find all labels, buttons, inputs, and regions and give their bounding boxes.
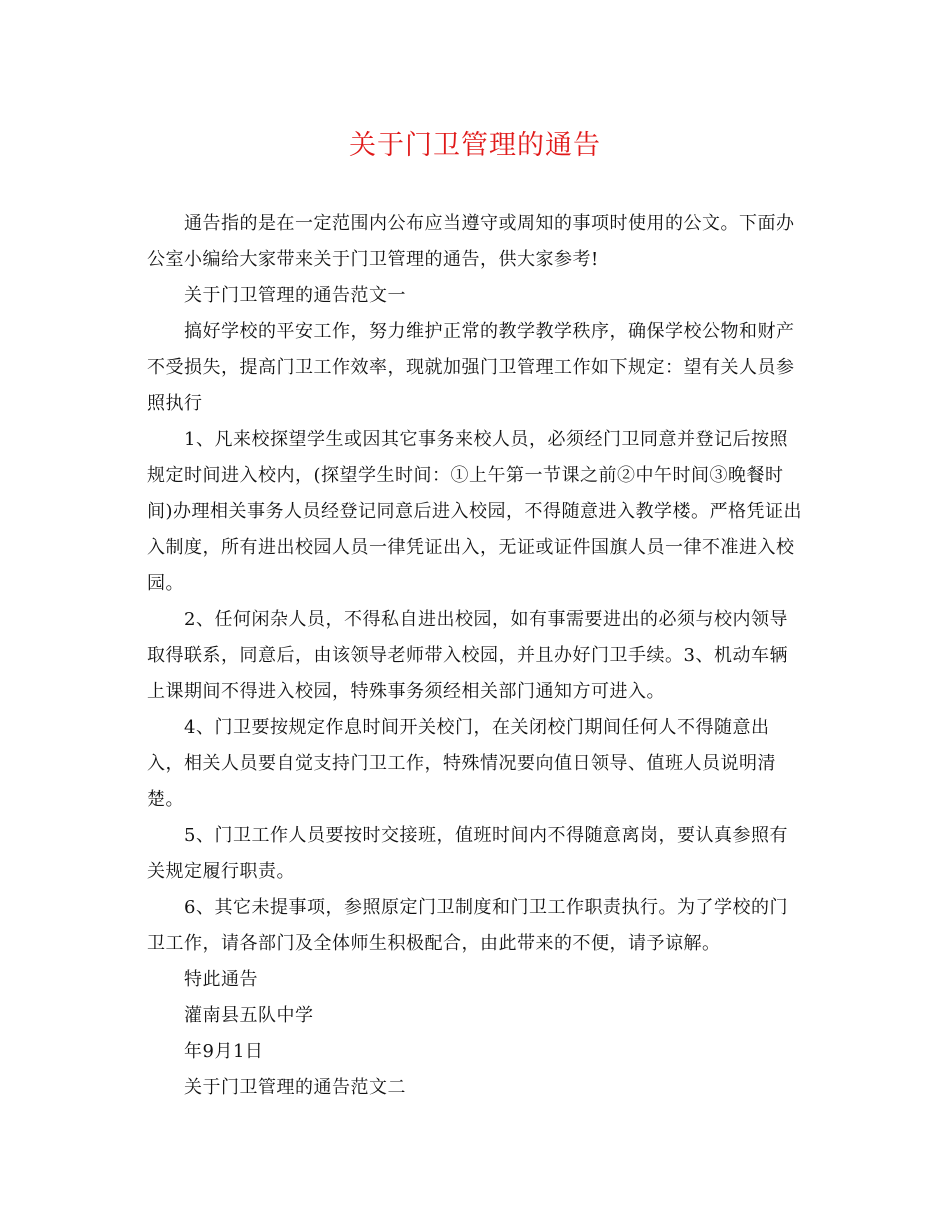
paragraph-rule-5: 5、门卫工作人员要按时交接班，值班时间内不得随意离岗，要认真参照有关规定履行职责。 xyxy=(147,825,788,882)
document-body xyxy=(147,206,803,1106)
document-title: 关于门卫管理的通告 xyxy=(349,130,601,161)
paragraph-intro: 通告指的是在一定范围内公布应当遵守或周知的事项时使用的公文。下面办公室小编给大家带来关于门卫管理的通告，供大家参考! xyxy=(147,213,795,270)
paragraph-preamble: 搞好学校的平安工作，努力维护正常的教学教学秩序，确保学校公物和财产不受损失，提高门卫工作效率，现就加强门卫管理工作如下规定：望有关人员参照执行 xyxy=(147,321,795,414)
paragraph-date: 年9月1日 xyxy=(184,1041,264,1062)
paragraph-sample-heading-2: 关于门卫管理的通告范文二 xyxy=(184,1077,406,1098)
paragraph-sample-heading-1: 关于门卫管理的通告范文一 xyxy=(184,285,406,306)
paragraph-closing: 特此通告 xyxy=(184,969,258,990)
paragraph-rule-1: 1、凡来校探望学生或因其它事务来校人员，必须经门卫同意并登记后按照规定时间进入校内，(探望学生时间：①上午第一节课之前②中午时间③晚餐时间)办理相关事务人员经登记同意后进入校园，不得随意进入教学楼。严格凭证出入制度，所有进出校园人员一律凭证出入，无证或证件国旗人员一律不准进入校园。 xyxy=(147,429,803,594)
paragraph-rule-4: 4、门卫要按规定作息时间开关校门，在关闭校门期间任何人不得随意出入，相关人员要自觉支持门卫工作，特殊情况要向值日领导、值班人员说明清楚。 xyxy=(147,717,776,810)
paragraph-rule-6: 6、其它未提事项，参照原定门卫制度和门卫工作职责执行。为了学校的门卫工作，请各部门及全体师生积极配合，由此带来的不便，请予谅解。 xyxy=(147,897,788,954)
paragraph-rule-2-3: 2、任何闲杂人员，不得私自进出校园，如有事需要进出的必须与校内领导取得联系，同意后，由该领导老师带入校园，并且办好门卫手续。3、机动车辆上课期间不得进入校园，特殊事务须经相关部门通知方可进入。 xyxy=(147,609,788,702)
paragraph-signature-school: 灌南县五队中学 xyxy=(184,1005,314,1026)
